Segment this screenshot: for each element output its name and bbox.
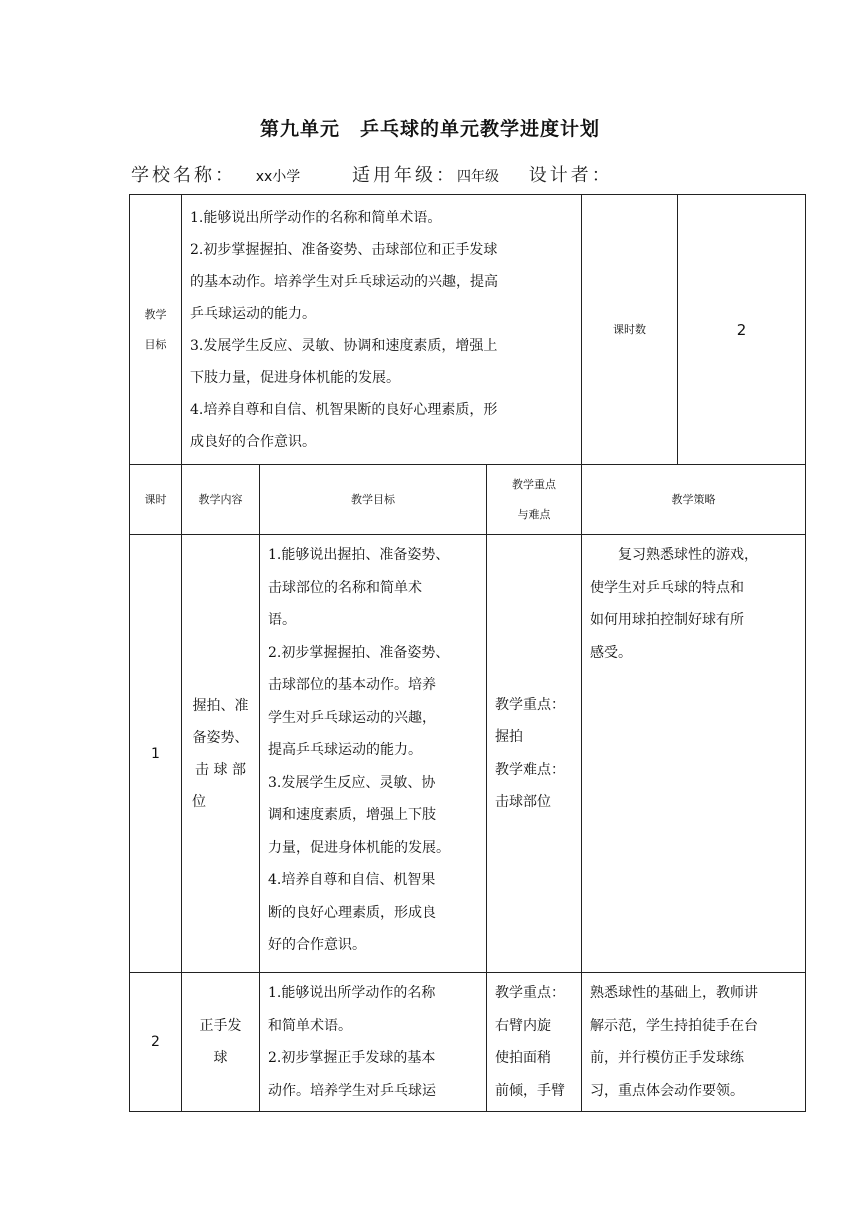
text-line: 1.能够说出所学动作的名称和简单术语。 — [190, 209, 442, 226]
text-line: 力量，促进身体机能的发展。 — [268, 839, 450, 856]
text-line: 好的合作意识。 — [268, 937, 366, 953]
designer-label: 设计者： — [528, 165, 613, 186]
text-line: 如何用球拍控制好球有所 — [590, 612, 745, 628]
header-content: 教学内容 — [182, 465, 260, 535]
hours-value: 2 — [678, 195, 806, 465]
hours-label: 课时数 — [582, 195, 678, 465]
text-line: 习，重点体会动作要领。 — [590, 1082, 745, 1099]
lesson-focus — [487, 535, 582, 973]
text-line: 1.能够说出所学动作的名称 — [268, 985, 436, 1001]
lesson-number: 1 — [130, 535, 182, 973]
header-row — [130, 465, 806, 535]
header-goal: 教学目标 — [260, 465, 487, 535]
header-strategy: 教学策略 — [582, 465, 806, 535]
text-line: 调和速度素质，增强上下肢 — [268, 807, 436, 823]
text-line: 下肢力量，促进身体机能的发展。 — [190, 369, 400, 386]
goal-label-line: 目标 — [144, 337, 167, 351]
lesson-strategy — [582, 535, 806, 973]
text-line: 3.发展学生反应、灵敏、协调和速度素质，增强上 — [190, 337, 498, 354]
goal-label-line: 教学 — [144, 307, 167, 321]
text-line: 3.发展学生反应、灵敏、协 — [268, 774, 436, 791]
text-line: 教学难点： — [495, 761, 565, 778]
text-line: 4.培养自尊和自信、机智果断的良好心理素质，形 — [190, 401, 498, 418]
lesson-strategy — [582, 973, 806, 1112]
text-line: 教学重点： — [495, 985, 565, 1001]
text-line: 前倾，手臂 — [495, 1082, 565, 1099]
text-line: 2.初步掌握正手发球的基本 — [268, 1050, 436, 1066]
text-line: 使学生对乒乓球的特点和 — [590, 579, 745, 596]
text-line: 正手发 — [199, 1018, 242, 1034]
lesson-number: 2 — [130, 973, 182, 1112]
unit-goal-text — [182, 195, 582, 465]
info-line — [131, 161, 613, 187]
lesson-goal — [260, 535, 487, 973]
text-line: 前，并行模仿正手发球练 — [590, 1050, 745, 1066]
text-line: 右臂内旋 — [495, 1017, 551, 1034]
header-focus-line: 与难点 — [517, 507, 551, 521]
text-line: 2.初步掌握握拍、准备姿势、击球部位和正手发球 — [190, 241, 498, 258]
text-line: 4.培养自尊和自信、机智果 — [268, 872, 436, 888]
text-line: 成良好的合作意识。 — [190, 433, 316, 450]
text-line: 击球部位的基本动作。培养 — [268, 677, 436, 693]
lesson-row — [130, 973, 806, 1112]
header-focus — [487, 465, 582, 535]
text-line: 熟悉球性的基础上，教师讲 — [590, 985, 759, 1001]
school-label: 学校名称： — [131, 165, 236, 186]
text-line: 1.能够说出握拍、准备姿势、 — [268, 547, 450, 563]
text-line: 击 球 部 — [195, 761, 246, 778]
text-line: 乒乓球运动的能力。 — [190, 305, 316, 322]
text-line: 教学重点： — [495, 696, 565, 713]
header-lesson: 课时 — [130, 465, 182, 535]
lesson-content — [182, 973, 260, 1112]
lesson-row — [130, 535, 806, 973]
text-line: 动作。培养学生对乒乓球运 — [268, 1082, 436, 1099]
header-focus-line: 教学重点 — [512, 477, 557, 491]
text-line: 握拍、准 — [192, 697, 249, 714]
text-line: 击球部位的名称和简单术 — [268, 579, 422, 596]
plan-table — [129, 194, 806, 1112]
text-line: 球 — [213, 1050, 228, 1066]
page-title: 第九单元 乒乓球的单元教学进度计划 — [259, 118, 600, 140]
lesson-focus — [487, 973, 582, 1112]
text-line: 解示范，学生持拍徒手在台 — [590, 1017, 759, 1034]
text-line: 备姿势、 — [192, 729, 249, 746]
school-value: xx小学 — [255, 169, 301, 185]
grade-value: 四年级 — [457, 169, 500, 185]
text-line: 语。 — [268, 612, 296, 628]
text-line: 击球部位 — [495, 794, 551, 810]
text-line: 的基本动作。培养学生对乒乓球运动的兴趣，提高 — [190, 273, 498, 290]
text-line: 2.初步掌握握拍、准备姿势、 — [268, 644, 450, 661]
text-line: 位 — [192, 793, 206, 810]
text-line: 感受。 — [590, 644, 633, 661]
grade-label: 适用年级： — [352, 165, 458, 186]
lesson-content — [182, 535, 260, 973]
text-line: 提高乒乓球运动的能力。 — [268, 742, 422, 758]
lesson-goal — [260, 973, 487, 1112]
text-line: 使拍面稍 — [495, 1050, 551, 1066]
text-line: 和简单术语。 — [268, 1017, 352, 1034]
text-line: 断的良好心理素质，形成良 — [268, 904, 436, 921]
text-line: 学生对乒乓球运动的兴趣， — [268, 709, 436, 726]
unit-goal-row — [130, 195, 806, 465]
unit-goal-label — [130, 195, 182, 465]
text-line: 握拍 — [495, 729, 523, 745]
text-line: 复习熟悉球性的游戏， — [618, 547, 759, 563]
